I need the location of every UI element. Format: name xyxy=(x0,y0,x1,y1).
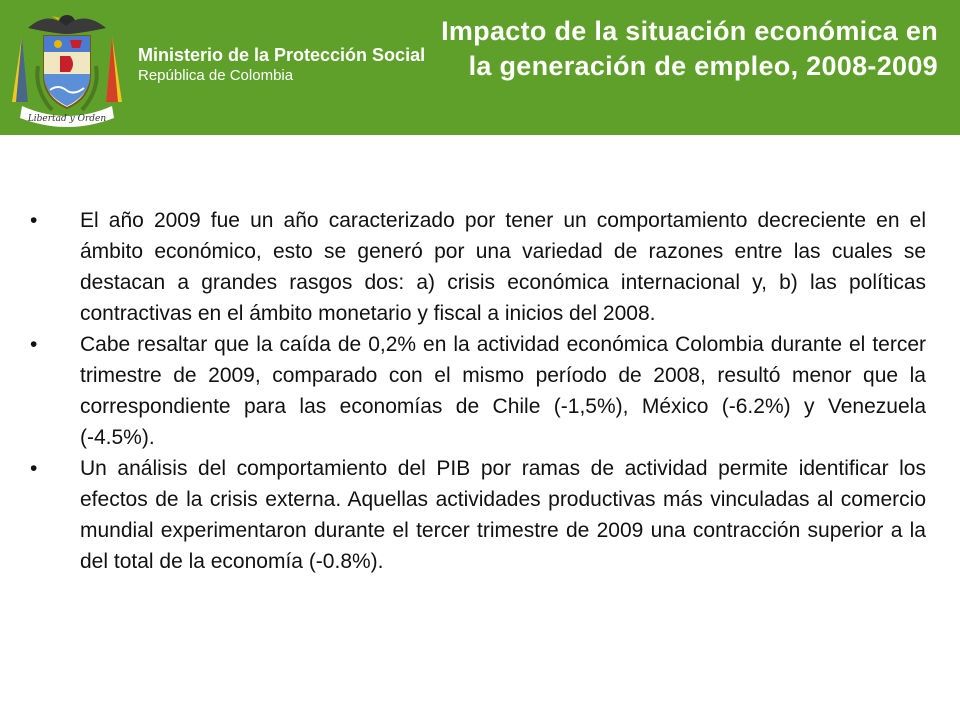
header-banner xyxy=(0,0,960,135)
slide-title: Impacto de la situación económica en la generación de empleo, 2008-2009 xyxy=(441,16,938,81)
bullet-text: El año 2009 fue un año caracterizado por tener un comportamiento decreciente en el ámbito económico, esto se generó por una variedad de razones entre las cuales se destacan a grandes rasgos dos: a) crisis económica internacional y, b) las políticas contractivas en el ámbito monetario y fiscal a inicios del 2008. xyxy=(80,209,926,325)
list-item xyxy=(30,205,926,329)
bullet-text: Un análisis del comportamiento del PIB por ramas de actividad permite identificar los efectos de la crisis externa. Aquellas actividades productivas más vinculadas al comercio mundial experimentaron durante el tercer trimestre de 2009 una contracción superior a la del total de la economía (-0.8%). xyxy=(80,457,926,573)
ministry-block xyxy=(138,44,425,86)
bullet-text: Cabe resaltar que la caída de 0,2% en la actividad económica Colombia durante el tercer trimestre de 2009, comparado con el mismo período de 2008, resultó menor que la correspondiente para las economías de Chile (-1,5%), México (-6.2%) y Venezuela (-4.5%). xyxy=(80,333,926,449)
list-item xyxy=(30,453,926,577)
logo-motto: Libertad y Orden xyxy=(27,114,107,124)
ministry-name: Ministerio de la Protección Social xyxy=(138,45,426,65)
colombia-coat-of-arms-icon xyxy=(8,6,126,130)
bullet-icon: • xyxy=(30,457,38,480)
list-item xyxy=(30,329,926,453)
country-name: República de Colombia xyxy=(138,67,294,84)
bullet-icon: • xyxy=(30,209,38,232)
bullet-list xyxy=(30,205,926,577)
bullet-icon: • xyxy=(30,333,38,356)
